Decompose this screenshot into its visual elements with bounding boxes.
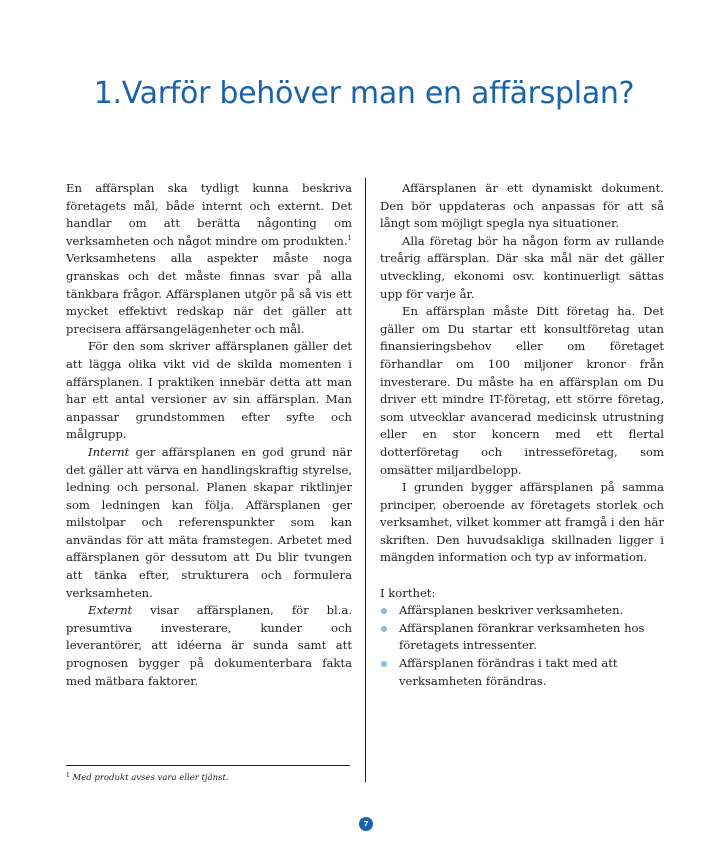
summary-heading: I korthet:: [380, 585, 436, 600]
left-column: [66, 180, 352, 690]
paragraph-rolling-plan: Alla företag bör ha någon form av rullande treårig affärsplan. Där ska mål när det gäller utveckling, ekonomi osv. kontinuerligt sättas upp för varje år.: [380, 233, 664, 301]
term-externt: Externt: [88, 603, 133, 618]
list-item: [380, 602, 664, 620]
bullet-icon: [381, 608, 387, 614]
paragraph-text: ger affärsplanen en god grund när det gäller att värva en handlingskraftig styrelse, ledning och personal. Planen skapar riktlinjer som ledningen kan följa. Affärsplanen ger milstolpar och referenspunkter som kan användas för att mäta framstegen. Arbetet med affärsplanen gör dessutom att Du blir tvungen att tänka efter, strukturera och formulera verksamheten.: [66, 444, 352, 600]
paragraph-external: [66, 602, 352, 690]
right-column: [380, 180, 664, 690]
list-item-text: Affärsplanen beskriver verksamheten.: [399, 603, 624, 618]
summary-list: [380, 602, 664, 690]
bullet-icon: [381, 626, 387, 632]
footnote-marker: 1: [66, 772, 70, 779]
list-item: [380, 655, 664, 690]
paragraph-text: En affärsplan ska tydligt kunna beskriva företagets mål, både internt och externt. Det handlar om att berätta någonting om verksamheten och något mindre om produkten.: [66, 181, 352, 248]
footnote: [66, 770, 356, 784]
paragraph-dynamic: Affärsplanen är ett dynamiskt dokument. Den bör uppdateras och anpassas för att så långt som möjligt spegla nya situationer.: [380, 181, 664, 231]
list-item: [380, 620, 664, 655]
paragraph-versions: För den som skriver affärsplanen gäller det att lägga olika vikt vid de skilda momenten i affärsplanen. I praktiken innebär detta att man har ett antal versioner av sin affärsplan. Man anpassar grundstommen efter syfte och målgrupp.: [66, 339, 352, 442]
spacer: [380, 567, 664, 585]
footnote-text: Med produkt avses vara eller tjänst.: [69, 773, 229, 783]
paragraph-principles: I grunden bygger affärsplanen på samma principer, oberoende av företagets storlek och verksamhet, vilket kommer att framgå i den här skriften. Den huvudsakliga skillnaden ligger i mängden information och typ av information.: [380, 480, 664, 565]
column-divider: [365, 178, 366, 782]
paragraph-every-company: En affärsplan måste Ditt företag ha. Det gäller om Du startar ett konsultföretag utan finansieringsbehov eller om företaget förhandlar om 100 miljoner kronor från investerare. Du måste ha en affärsplan om Du driver ett mindre IT-företag, ett större företag, som utvecklar avancerad medicinsk utrustning eller en stor koncern med ett flertal dotterföretag och intresseföretag, som omsätter miljardbelopp.: [380, 304, 664, 477]
paragraph-internal: [66, 444, 352, 602]
footnote-rule: [66, 765, 350, 766]
paragraph-text: visar affärsplanen, för bl.a. presumtiva investerare, kunder och leverantörer, att idéerna är sunda samt att prognosen bygger på dokumenterbara fakta med mätbara faktorer.: [66, 603, 352, 688]
page-number-badge: 7: [359, 817, 373, 831]
term-internt: Internt: [88, 444, 130, 459]
page-title: 1.Varför behöver man en affärsplan?: [93, 76, 635, 111]
footnote-reference: 1: [347, 233, 352, 242]
paragraph-intro: [66, 180, 352, 338]
paragraph-text: Verksamhetens alla aspekter måste noga granskas och det måste finnas svar på alla tänkbara frågor. Affärsplanen utgör på så vis ett mycket effektivt redskap när det gäller att precisera affärsangelägenheter och mål.: [66, 251, 352, 336]
list-item-text: Affärsplanen förankrar verksamheten hos företagets intressenter.: [399, 620, 645, 653]
list-item-text: Affärsplanen förändras i takt med att verksamheten förändras.: [399, 656, 618, 688]
bullet-icon: [381, 661, 387, 667]
